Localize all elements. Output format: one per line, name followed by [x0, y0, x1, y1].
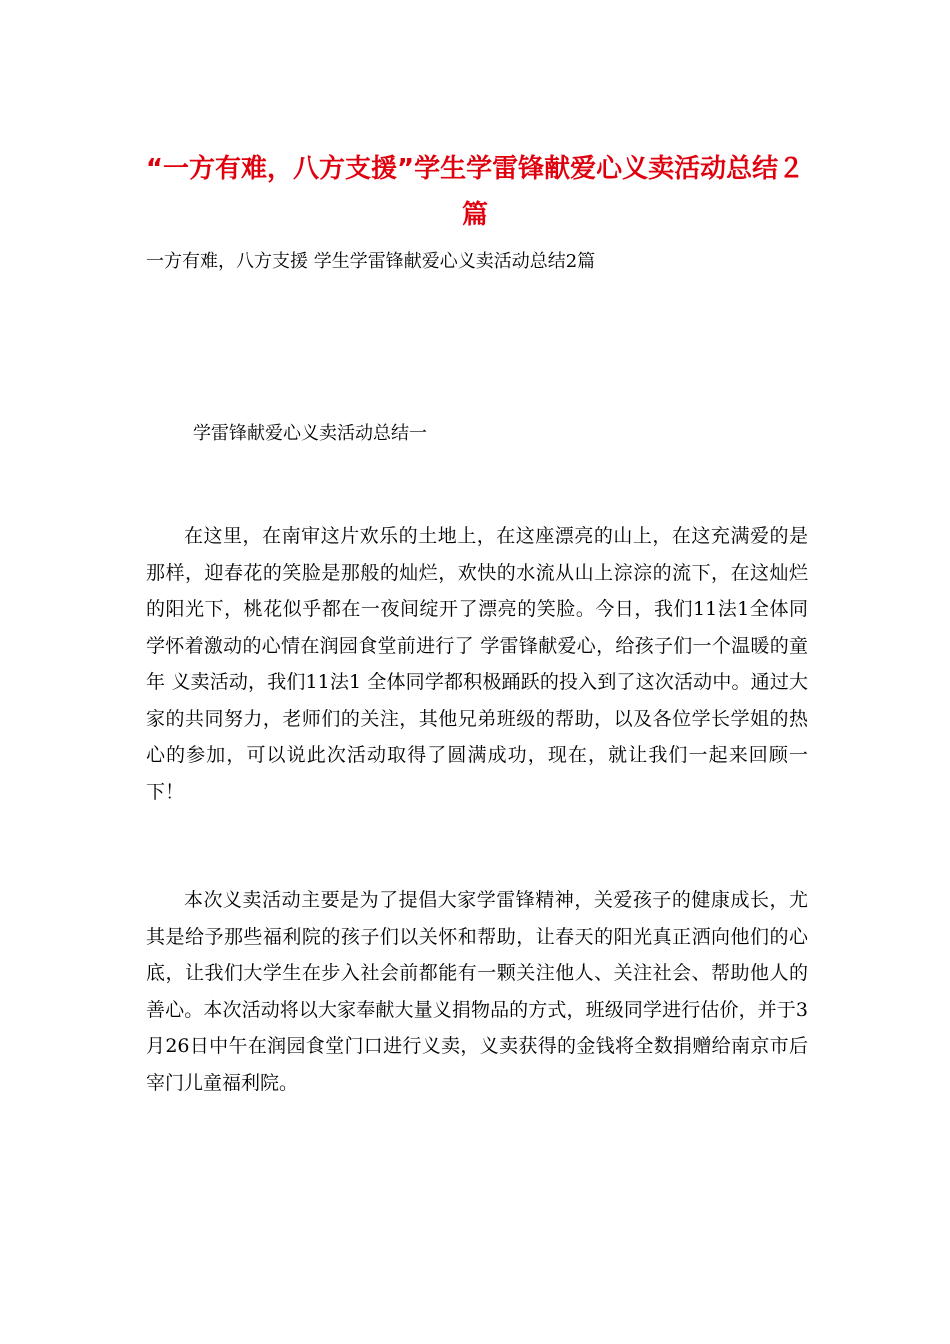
document-subtitle: 一方有难，八方支援 学生学雷锋献爱心义卖活动总结2篇	[146, 251, 596, 272]
paragraph: 本次义卖活动主要是为了提倡大家学雷锋精神，关爱孩子的健康成长，尤其是给予那些福利院的孩子们以关怀和帮助，让春天的阳光真正洒向他们的心底，让我们大学生在步入社会前都能有一颗关注他人、关注社会、帮助他人的善心。本次活动将以大家奉献大量义捐物品的方式，班级同学进行估价，并于3月26日中午在润园食堂门口进行义卖，义卖获得的金钱将全数捐赠给南京市后宰门儿童福利院。	[146, 889, 808, 1094]
section-heading: 学雷锋献爱心义卖活动总结一	[193, 423, 427, 444]
document-title: “一方有难，八方支援”学生学雷锋献爱心义卖活动总结２篇	[145, 154, 805, 230]
paragraph: 在这里，在南审这片欢乐的土地上，在这座漂亮的山上，在这充满爱的是那样，迎春花的笑脸是那般的灿烂，欢快的水流从山上淙淙的流下，在这灿烂的阳光下，桃花似乎都在一夜间绽开了漂亮的笑脸。今日，我们11法1全体同学怀着激动的心情在润园食堂前进行了 学雷锋献爱心，给孩子们一个温暖的童年 义卖活动，我们11法1 全体同学都积极踊跃的投入到了这次活动中。通过大家的共同努力，老师们的关注，其他兄弟班级的帮助，以及各位学长学姐的热心的参加，可以说此次活动取得了圆满成功，现在，就让我们一起来回顾一下！	[146, 525, 808, 803]
